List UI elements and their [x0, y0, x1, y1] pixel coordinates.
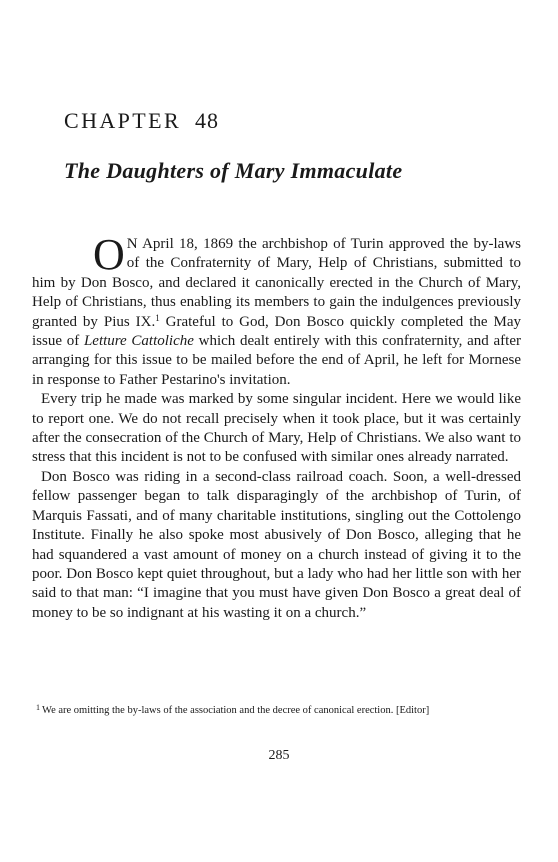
footnote-reference: 1: [155, 312, 160, 323]
chapter-number: 48: [195, 108, 220, 133]
footnote: [32, 701, 521, 718]
paragraph-3: Don Bosco was riding in a second-class railroad coach. Soon, a well-dressed fellow passenger began to talk disparagingly of the archbishop of Turin, of Marquis Fassati, and of many charitable institutions, singling out the Cottolengo Institute. Finally he also spoke most abusively of Don Bosco, alleging that he had squandered a vast amount of money on a church instead of giving it to the poor. Don Bosco kept quiet throughout, but a lady who had her little son with her said to that man: “I imagine that you must have given Don Bosco a great deal of money to be so indignant at his wasting it on a church.”: [32, 468, 521, 621]
paragraph-1-text-b: Grateful to God, Don Bosco quickly completed the May issue of: [32, 313, 521, 350]
publication-title: Letture Cattoliche: [83, 333, 194, 350]
chapter-heading: [64, 108, 219, 134]
paragraph-1: [32, 230, 521, 390]
drop-cap: O: [93, 230, 125, 279]
page-number: 285: [268, 748, 290, 763]
footnote-marker: 1: [36, 703, 40, 712]
paragraph-1-text-a: N April 18, 1869 the archbishop of Turin approved the by-laws of the Confraternity of Mary, Help of Christians, submitted to him by Don Bosco, and declared it canonically erected in the Church of Mary, Help of Christians, thus enabling its members to gain the indulgences previously granted by Pius IX.: [32, 236, 521, 330]
chapter-title: The Daughters of Mary Immaculate: [64, 158, 403, 183]
body-text: [32, 230, 521, 623]
paragraph-1-text-c: which dealt entirely with this confraternity, and after arranging for this issue to be mailed before the end of April, he left for Mornese in response to Father Pestarino's invitation.: [32, 333, 521, 388]
chapter-label: CHAPTER: [64, 108, 182, 133]
paragraph-2: Every trip he made was marked by some singular incident. Here we would like to report one. We do not recall precisely when it took place, but it was certainly after the consecration of the Church of Mary, Help of Christians. We also want to stress that this incident is not to be confused with similar ones already narrated.: [32, 391, 521, 466]
footnote-text: We are omitting the by-laws of the association and the decree of canonical erection. [Editor]: [42, 705, 430, 716]
